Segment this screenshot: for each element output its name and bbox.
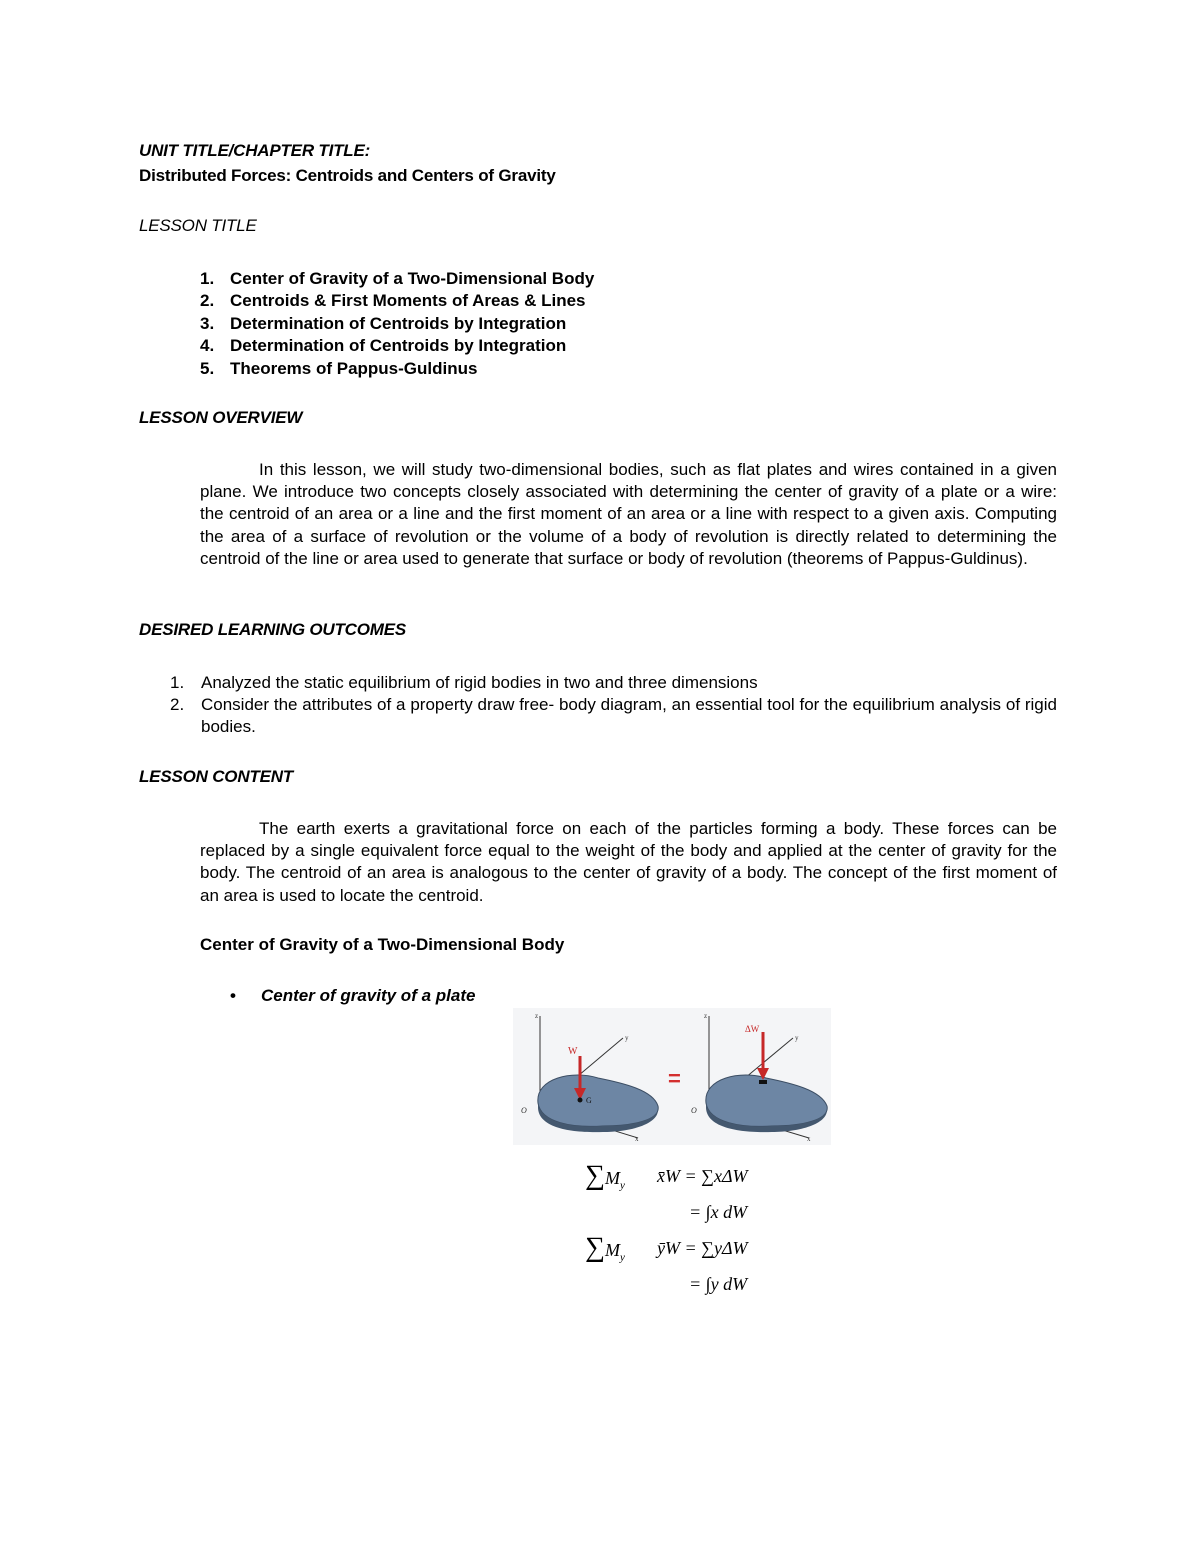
list-item: 2. Centroids & First Moments of Areas & Lines [200,291,586,311]
force-label: ΔW [745,1024,760,1034]
outcomes-heading: DESIRED LEARNING OUTCOMES [139,620,407,639]
equation-2-rhs: = ∫x dW [689,1202,748,1222]
subsection-title: Center of Gravity of a Two-Dimensional Body [200,935,565,954]
lesson-title-list [200,268,594,380]
equation-3-lhs: $\sum M_y$ [585,1232,625,1264]
axis-x-label: x [807,1135,811,1143]
bullet-item: • Center of gravity of a plate [230,986,476,1005]
equals-sign: = [668,1066,681,1091]
content-heading: LESSON CONTENT [139,767,293,786]
moment-equations [585,1160,805,1300]
origin-label: O [691,1106,697,1115]
axis-x-label: x [635,1135,639,1143]
list-item: 1. Center of Gravity of a Two-Dimensional Body [200,269,595,288]
list-item: 3. Determination of Centroids by Integration [200,313,567,333]
chapter-title: Distributed Forces: Centroids and Centers of Gravity [139,166,556,185]
content-paragraph: The earth exerts a gravitational force on each of the particles forming a body. These forces can be replaced by a single equivalent force equal to the weight of the body and applied at the center of gravity for the body. The centroid of an area is analogous to the center of gravity of a body. The concept of the first moment of an area is used to locate the centroid. [200,819,1057,905]
list-item: 1. Analyzed the static equilibrium of rigid bodies in two and three dimensions [170,673,758,692]
unit-title-label: UNIT TITLE/CHAPTER TITLE: [139,141,371,160]
equation-4-rhs: = ∫y dW [689,1274,748,1294]
bullet-icon: • [230,986,236,1005]
axis-y-label: y [795,1034,799,1042]
axis-y-label: y [625,1034,629,1042]
force-label: W [568,1046,578,1057]
area-element [759,1080,767,1084]
list-item: 2. Consider the attributes of a property draw free- body diagram, an essential tool for the equilibrium analysis of rigid bodies. [170,695,1057,737]
equation-1-rhs: x̄W = ∑xΔW [657,1166,748,1186]
center-of-gravity-figure [513,1008,831,1145]
axis-z-label: z [535,1012,539,1020]
centroid-point [578,1098,583,1103]
axis-z-label: z [704,1012,708,1020]
equation-3-rhs: ȳW = ∑yΔW [657,1238,748,1258]
outcomes-list [170,672,1057,739]
overview-paragraph: In this lesson, we will study two-dimensional bodies, such as flat plates and wires contained in a given plane. We introduce two concepts closely associated with determining the center of gravity of a plate or a wire: the centroid of an area or a line and the first moment of an area or a line with respect to a given axis. Computing the area of a surface of revolution or the volume of a body of revolution is directly related to determining the centroid of the line or area used to generate that surface or body of revolution (theorems of Pappus-Guldinus). [200,460,1057,568]
overview-heading: LESSON OVERVIEW [139,408,303,427]
lesson-title-heading: LESSON TITLE [139,216,257,235]
origin-label: O [521,1106,527,1115]
list-item: 5. Theorems of Pappus-Guldinus [200,358,478,378]
equation-1-lhs: $\sum M_y$ [585,1160,625,1192]
centroid-label: G [586,1096,592,1105]
list-item: 4. Determination of Centroids by Integration [200,336,567,356]
